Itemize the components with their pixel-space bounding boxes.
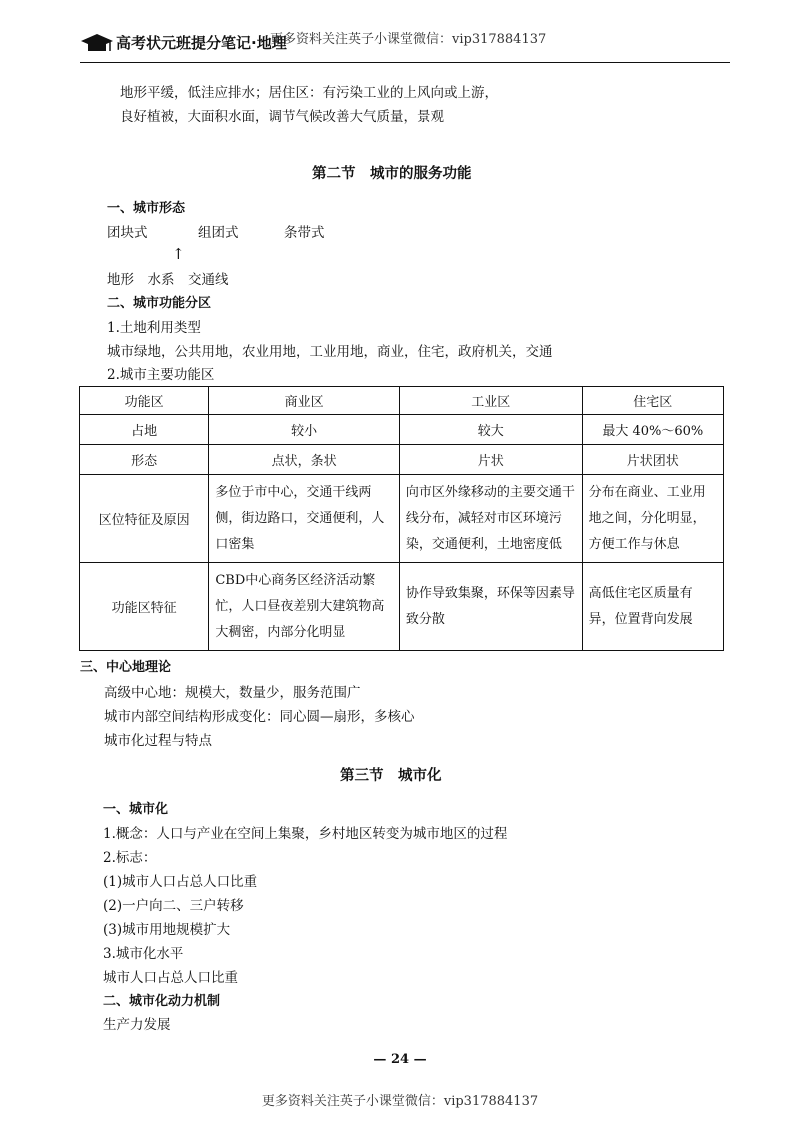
- heading-signs: 2.标志：: [103, 850, 157, 866]
- form-block: 团块式: [107, 225, 148, 241]
- table-cell: 区位特征及原因: [80, 475, 209, 563]
- table-cell: CBD中心商务区经济活动繁忙，人口昼夜差别大建筑物高大稠密，内部分化明显: [209, 563, 400, 651]
- table-row: [80, 445, 724, 475]
- driver-text: 生产力发展: [103, 1017, 171, 1033]
- watermark-bottom: 更多资料关注英子小课堂微信：vip317884137: [261, 1094, 539, 1109]
- table-header-cell: 住宅区: [582, 387, 723, 415]
- sign-2: (2)一户向二、三户转移: [103, 898, 244, 914]
- form-cluster: 组团式: [198, 225, 239, 241]
- section-3-title: 第三节 城市化: [340, 768, 442, 784]
- table-cell: 多位于市中心，交通干线两侧，街边路口，交通便利，人口密集: [209, 475, 400, 563]
- intro-line-2: 良好植被，大面积水面，调节气候改善大气质量，景观: [120, 109, 444, 125]
- table-cell: 较大: [399, 415, 582, 445]
- book-title: 高考状元班提分笔记·地理: [116, 34, 287, 52]
- table-cell: 片状: [399, 445, 582, 475]
- table-row: [80, 475, 724, 563]
- table-cell: 功能区特征: [80, 563, 209, 651]
- table-cell: 形态: [80, 445, 209, 475]
- sign-3: (3)城市用地规模扩大: [103, 922, 231, 938]
- heading-level: 3.城市化水平: [103, 946, 184, 962]
- table-header-cell: 商业区: [209, 387, 400, 415]
- table-cell: 向市区外缘移动的主要交通干线分布，减轻对市区环境污染，交通便利，土地密度低: [399, 475, 582, 563]
- section-2-title: 第二节 城市的服务功能: [312, 166, 472, 182]
- watermark-top: 更多资料关注英子小课堂微信：vip317884137: [270, 32, 547, 47]
- table-cell: 片状团状: [582, 445, 723, 475]
- central-line-1: 高级中心地：规模大，数量少，服务范围广: [104, 685, 361, 701]
- level-text: 城市人口占总人口比重: [103, 970, 238, 986]
- table-cell: 占地: [80, 415, 209, 445]
- table-cell: 分布在商业、工业用地之间，分化明显，方便工作与休息: [582, 475, 723, 563]
- table-header-cell: 工业区: [399, 387, 582, 415]
- graduation-cap-icon: [80, 32, 114, 54]
- form-strip: 条带式: [284, 225, 325, 241]
- urbanization-concept: 1.概念：人口与产业在空间上集聚，乡村地区转变为城市地区的过程: [103, 826, 508, 842]
- function-zone-table: [79, 386, 724, 651]
- table-cell: 最大 40%～60%: [582, 415, 723, 445]
- table-row: [80, 563, 724, 651]
- table-cell: 协作导致集聚，环保等因素导致分散: [399, 563, 582, 651]
- table-header-row: [80, 387, 724, 415]
- central-line-3: 城市化过程与特点: [104, 733, 212, 749]
- heading-central-place: 三、中心地理论: [80, 660, 172, 675]
- heading-city-form: 一、城市形态: [107, 201, 186, 216]
- page-number: — 24 —: [373, 1052, 427, 1067]
- heading-function-zones: 二、城市功能分区: [107, 296, 212, 311]
- page-header: [80, 28, 730, 68]
- intro-line-1: 地形平缓，低洼应排水；居住区：有污染工业的上风向或上游，: [120, 85, 498, 101]
- table-cell: 较小: [209, 415, 400, 445]
- heading-urbanization: 一、城市化: [103, 802, 169, 817]
- arrow-up-icon: ↑: [172, 245, 185, 263]
- sign-1: (1)城市人口占总人口比重: [103, 874, 258, 890]
- heading-driving-mechanism: 二、城市化动力机制: [103, 994, 221, 1009]
- heading-main-zones: 2.城市主要功能区: [107, 367, 215, 383]
- table-cell: 点状，条状: [209, 445, 400, 475]
- table-header-cell: 功能区: [80, 387, 209, 415]
- table-cell: 高低住宅区质量有异，位置背向发展: [582, 563, 723, 651]
- heading-land-use: 1.土地利用类型: [107, 320, 201, 336]
- central-line-2: 城市内部空间结构形成变化：同心圆—扇形，多核心: [104, 709, 415, 725]
- land-use-list: 城市绿地，公共用地，农业用地，工业用地，商业，住宅，政府机关，交通: [107, 344, 553, 360]
- form-factors: 地形 水系 交通线: [107, 272, 229, 288]
- table-row: [80, 415, 724, 445]
- header-rule: [80, 62, 730, 63]
